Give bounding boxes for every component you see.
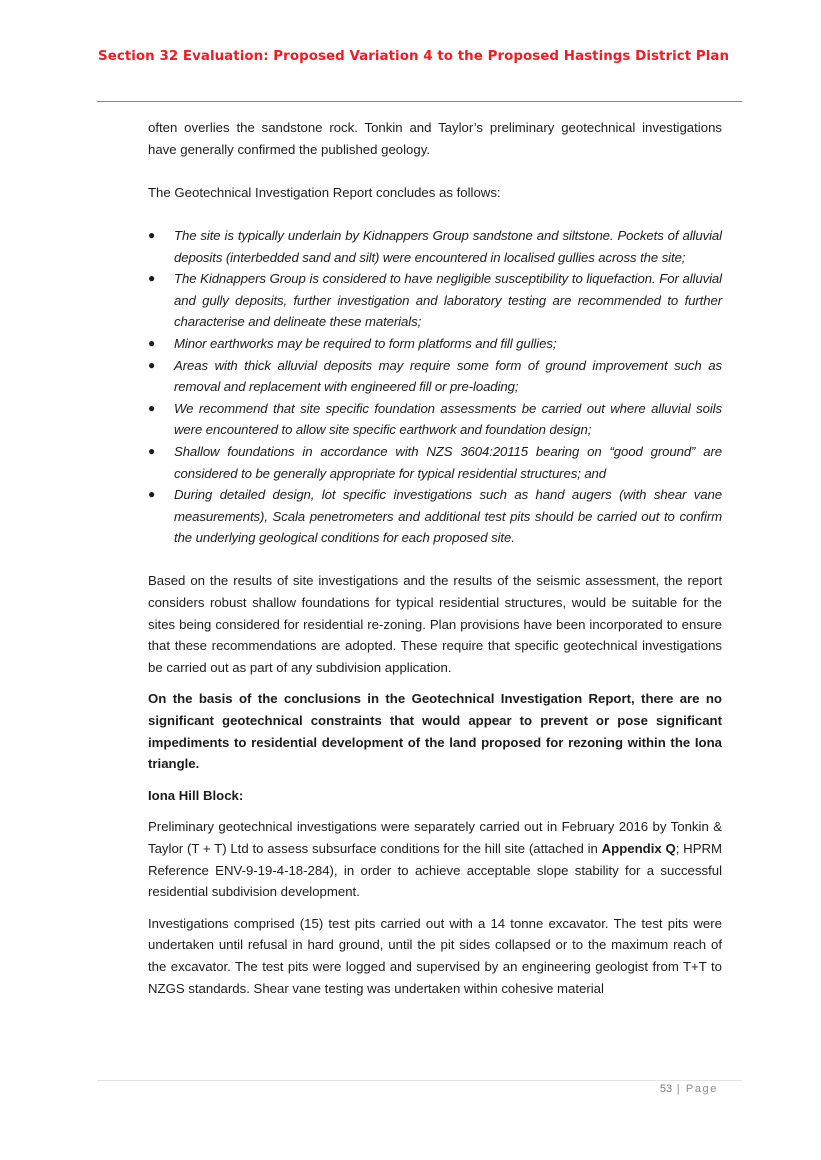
footer-divider [97,1080,742,1081]
list-item [148,225,722,268]
conclusion-paragraph: On the basis of the conclusions in the Geotechnical Investigation Report, there are no significant geotechnical constraints that would appear to prevent or pose significant impediments to residential development of the land proposed for rezoning within the Iona triangle. [148,691,722,772]
bullet-icon: ● [148,271,156,286]
based-on-paragraph: Based on the results of site investigations and the results of the seismic assessment, the report considers robust shallow foundations for typical residential structures, would be suitable for the sites being considered for residential re-zoning. Plan provisions have been incorporated to ensure that these recommendations are adopted. These require that specific geotechnical investigations be carried out as part of any subdivision application. [148,573,722,675]
list-item-text: Areas with thick alluvial deposits may require some form of ground improvement such as removal and replacement with engineered fill or pre-loading; [174,357,722,395]
conclusions-list [148,225,722,549]
list-item [148,484,722,549]
list-item [148,441,722,484]
list-item-text: During detailed design, lot specific investigations such as hand augers (with shear vane measurements), Scala penetrometers and additional test pits should be carried out to confirm the underlying geological conditions for each proposed site. [174,487,722,546]
list-item-text: Shallow foundations in accordance with NZS 3604:20115 bearing on “good ground” are considered to be generally appropriate for typical residential structures; and [174,443,722,481]
page-number-separator: | [672,1083,686,1095]
header-divider [97,101,742,102]
investigations-paragraph: Investigations comprised (15) test pits carried out with a 14 tonne excavator. The test pits were undertaken until refusal in hard ground, until the pit sides collapsed or to the maximum reach of the excavator. The test pits were logged and supervised by an engineering geologist from T+T to NZGS standards. Shear vane testing was undertaken within cohesive material [148,915,722,996]
bullet-icon: ● [148,227,156,242]
page-number-value: 53 [659,1083,673,1095]
list-item-text: We recommend that site specific foundation assessments be carried out where alluvial soils were encountered to allow site specific earthwork and foundation design; [174,400,722,438]
bullet-icon: ● [148,443,156,458]
list-item-text: The Kidnappers Group is considered to have negligible susceptibility to liquefaction. For alluvial and gully deposits, further investigation and laboratory testing are recommended to further characterise and delineate these materials; [174,271,722,330]
appendix-reference: Appendix Q [601,841,676,856]
bullet-icon: ● [148,487,156,502]
preliminary-text-start: Preliminary geotechnical investigations were separately carried out in February 2016 by Tonkin & Taylor (T + T) Ltd to assess subsurface conditions for the hill site (attached in [148,819,722,856]
list-item [148,333,722,355]
list-item [148,355,722,398]
list-item-text: The site is typically underlain by Kidnappers Group sandstone and siltstone. Pockets of alluvial deposits (interbedded sand and silt) were encountered in localised gullies across the site; [174,227,722,265]
bullet-icon: ● [148,335,156,350]
bullet-icon: ● [148,357,156,372]
list-item [148,398,722,441]
lead-paragraph: The Geotechnical Investigation Report concludes as follows: [148,184,501,200]
preliminary-paragraph [148,816,722,902]
intro-paragraph: often overlies the sandstone rock. Tonkin and Taylor’s preliminary geotechnical investigations have generally confirmed the published geology. [148,120,722,157]
page-header-title: Section 32 Evaluation: Proposed Variation 4 to the Proposed Hastings District Plan [98,49,730,64]
page-label: Page [685,1083,718,1095]
list-item-text: Minor earthworks may be required to form platforms and fill gullies; [174,335,557,351]
list-item [148,268,722,333]
page-number [660,1083,718,1095]
section-subheading: Iona Hill Block: [148,787,244,803]
preliminary-text-end: ; HPRM Reference ENV-9-19-4-18-284), in order to achieve acceptable slope stability for a successful residential subdivision development. [148,841,723,900]
bullet-icon: ● [148,400,156,415]
page-body [148,117,722,999]
